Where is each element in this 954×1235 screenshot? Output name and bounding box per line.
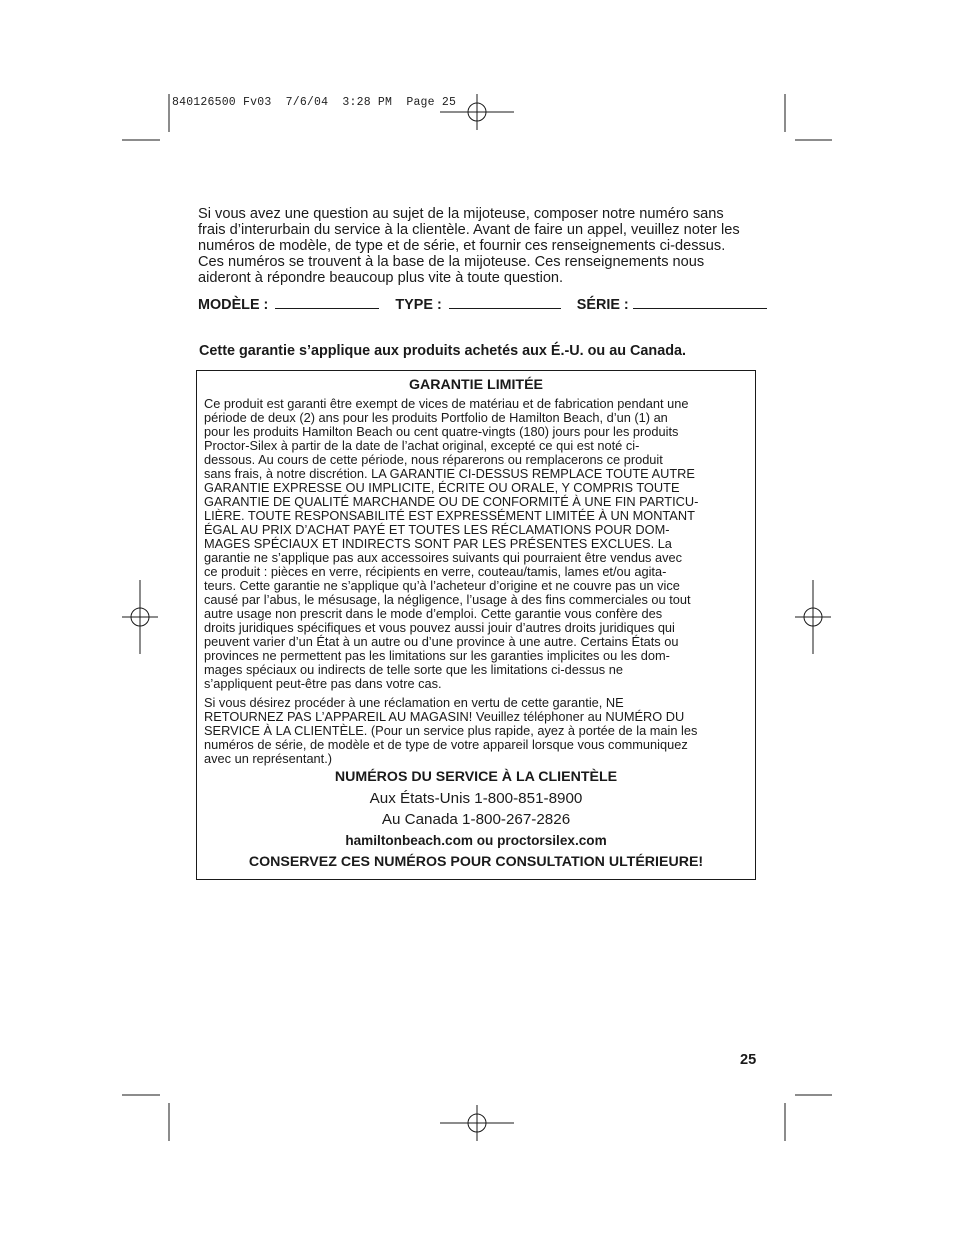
- warranty-title: GARANTIE LIMITÉE: [409, 377, 543, 393]
- warranty-line: Proctor-Silex à partir de la date de l’achat original, excepté ce qui est noté ci-: [204, 438, 640, 453]
- warranty-line: peuvent varier d’un État à un autre ou d’une province à une autre. Certains États ou: [204, 634, 679, 649]
- claim-line: numéros de série, de modèle et de type de votre appareil lorsque vous communiquez: [204, 737, 688, 752]
- serial-blank: [633, 296, 767, 309]
- warranty-line: période de deux (2) ans pour les produits Portfolio de Hamilton Beach, d’un (1) an: [204, 410, 668, 425]
- product-info-fields: [198, 296, 758, 313]
- websites: hamiltonbeach.com ou proctorsilex.com: [345, 833, 607, 848]
- warranty-line: garantie ne s’applique pas aux accessoires suivants qui pourraient être vendus avec: [204, 550, 683, 565]
- warranty-line: Ce produit est garanti être exempt de vices de matériau et de fabrication pendant une: [204, 396, 689, 411]
- serial-label: SÉRIE :: [576, 297, 629, 313]
- warranty-line: sans frais, à notre discrétion. LA GARANTIE CI-DESSUS REMPLACE TOUTE AUTRE: [204, 466, 695, 481]
- warranty-line: teurs. Cette garantie ne s’applique qu’à l’acheteur d’origine et ne couvre pas un vice: [204, 578, 680, 593]
- warranty-line: s’appliquent peut-être pas dans votre cas.: [204, 676, 442, 691]
- coverage-statement: Cette garantie s’applique aux produits achetés aux É.-U. ou au Canada.: [199, 343, 686, 359]
- customer-service-title: NUMÉROS DU SERVICE À LA CLIENTÈLE: [334, 769, 618, 785]
- model-blank: [275, 296, 379, 309]
- print-slug: 840126500 Fv03 7/6/04 3:28 PM Page 25: [172, 96, 457, 109]
- intro-line: Ces numéros se trouvent à la base de la mijoteuse. Ces renseignements nous: [198, 254, 705, 270]
- registration-mark-right: [795, 580, 831, 654]
- model-label: MODÈLE :: [198, 297, 269, 313]
- registration-mark-bottom: [440, 1105, 514, 1141]
- warranty-line: autre usage non prescrit dans le mode d’emploi. Cette garantie vous confère des: [204, 606, 663, 621]
- claim-line: avec un représentant.): [204, 751, 333, 766]
- claim-line: Si vous désirez procéder à une réclamation en vertu de cette garantie, NE: [204, 695, 624, 710]
- warranty-line: GARANTIE DE QUALITÉ MARCHANDE OU DE CONFORMITÉ À UNE FIN PARTICU-: [204, 494, 699, 509]
- intro-line: aideront à répondre beaucoup plus vite à toute question.: [198, 270, 564, 286]
- warranty-line: GARANTIE EXPRESSE OU IMPLICITE, ÉCRITE OU ORALE, Y COMPRIS TOUTE: [204, 480, 680, 495]
- type-blank: [449, 296, 561, 309]
- warranty-line: pour les produits Hamilton Beach ou cent quatre-vingts (180) jours pour les produits: [204, 424, 679, 439]
- phone-us: Aux États-Unis 1-800-851-8900: [369, 790, 583, 807]
- warranty-line: ce produit : pièces en verre, récipients en verre, couteau/tamis, lames et/ou agita-: [204, 564, 667, 579]
- claim-line: RETOURNEZ PAS L’APPAREIL AU MAGASIN! Veuillez téléphoner au NUMÉRO DU: [204, 709, 685, 724]
- warranty-line: MAGES SPÉCIAUX ET INDIRECTS SONT PAR LES PRÉSENTES EXCLUES. La: [204, 536, 672, 551]
- page-number: 25: [740, 1052, 757, 1068]
- warranty-line: ÉGAL AU PRIX D’ACHAT PAYÉ ET TOUTES LES RÉCLAMATIONS POUR DOM-: [204, 522, 670, 537]
- warranty-line: provinces ne permettent pas les limitations sur les garanties implicites ou les dom-: [204, 648, 670, 663]
- intro-paragraph: [198, 206, 758, 286]
- phone-canada: Au Canada 1-800-267-2826: [381, 811, 571, 828]
- intro-line: numéros de modèle, de type et de série, et fournir ces renseignements ci-dessus.: [198, 238, 726, 254]
- warranty-line: causé par l’abus, le mésusage, la négligence, l’usage à des fins commerciales ou tout: [204, 592, 691, 607]
- warranty-box: [196, 370, 756, 880]
- warranty-line: droits juridiques spécifiques et vous pouvez aussi jouir d’autres droits juridiques qui: [204, 620, 675, 635]
- keep-numbers-notice: CONSERVEZ CES NUMÉROS POUR CONSULTATION ULTÉRIEURE!: [248, 854, 704, 870]
- warranty-line: LIÈRE. TOUTE RESPONSABILITÉ EST EXPRESSÉMENT LIMITÉE À UN MONTANT: [204, 508, 695, 523]
- claim-instructions-paragraph: [204, 696, 752, 766]
- warranty-terms-paragraph: [204, 397, 752, 691]
- type-label: TYPE :: [395, 297, 442, 313]
- warranty-line: mages spéciaux ou indirects de telle sorte que les limitations ci-dessus ne: [204, 662, 623, 677]
- claim-line: SERVICE À LA CLIENTÈLE. (Pour un service plus rapide, ayez à portée de la main les: [204, 723, 698, 738]
- warranty-line: dessous. Au cours de cette période, nous réparerons ou remplacerons ce produit: [204, 452, 663, 467]
- intro-line: Si vous avez une question au sujet de la mijoteuse, composer notre numéro sans: [198, 206, 724, 222]
- registration-mark-left: [122, 580, 158, 654]
- intro-line: frais d’interurbain du service à la clientèle. Avant de faire un appel, veuillez noter les: [198, 222, 740, 238]
